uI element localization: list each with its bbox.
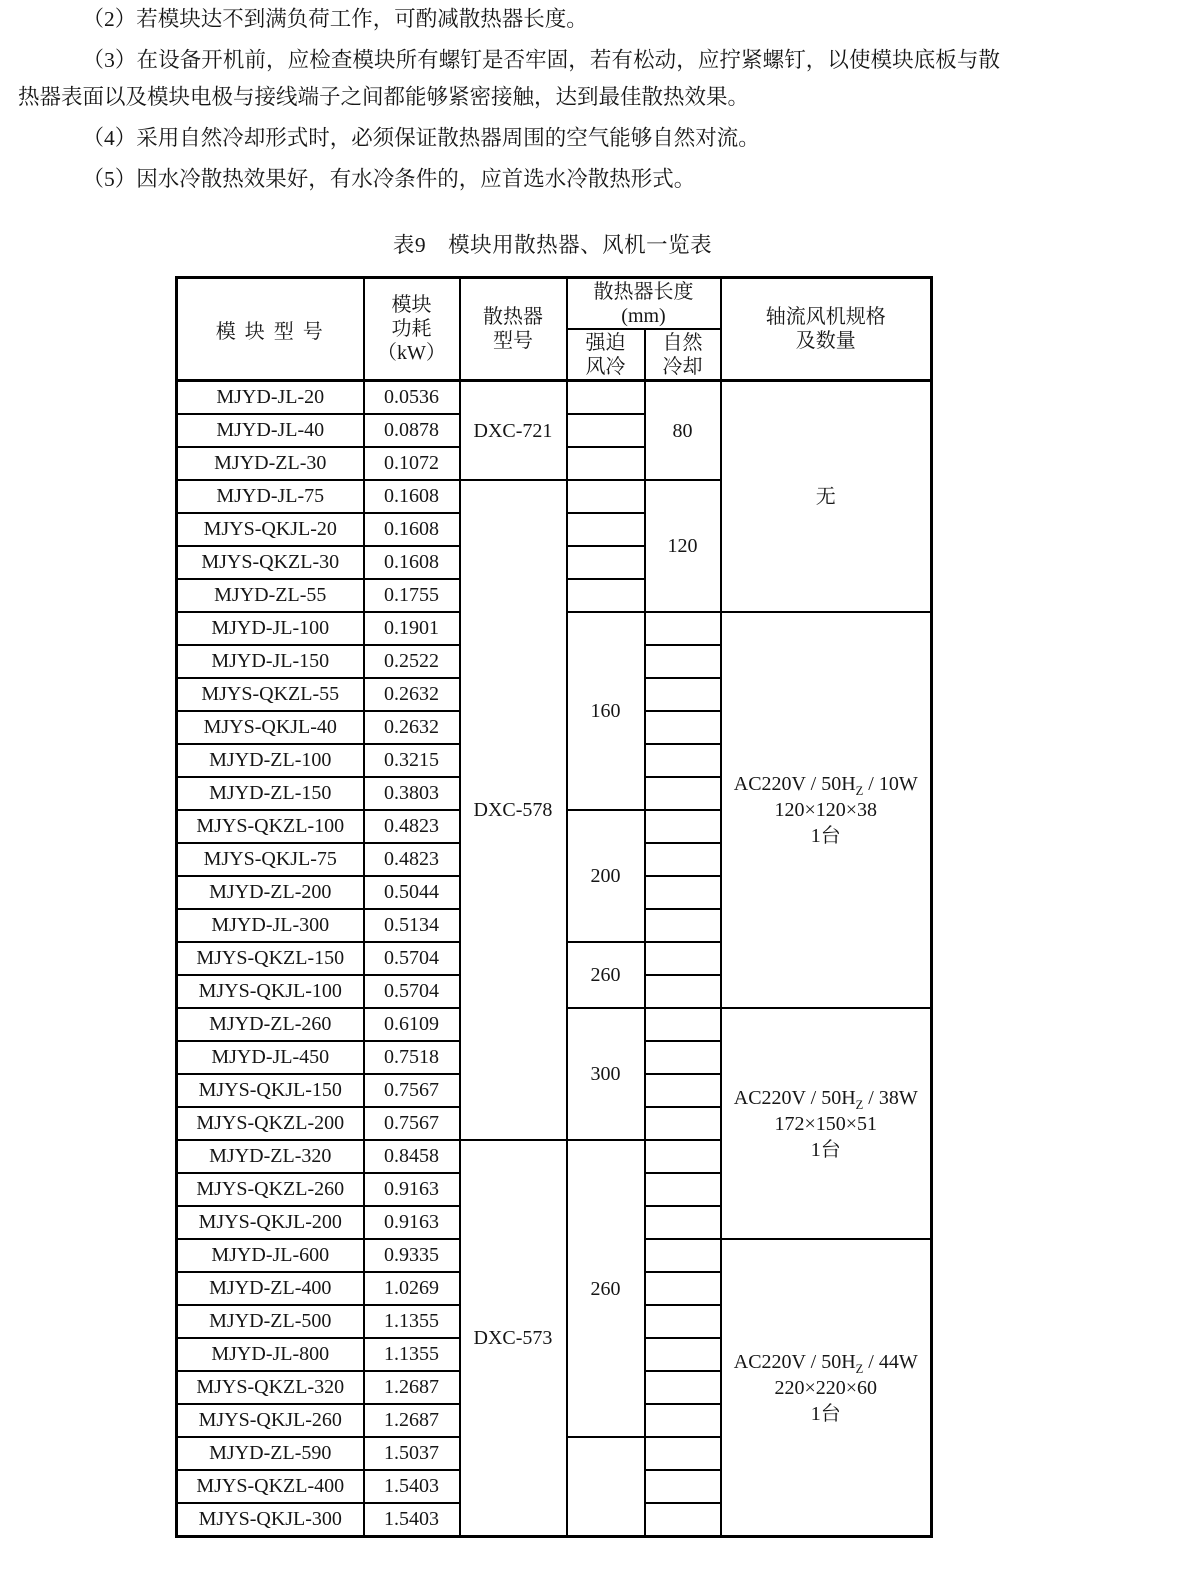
cell-line: 0.3215 <box>384 749 439 771</box>
cell-line: 无 <box>815 485 836 508</box>
natural-cooling-cell <box>645 810 721 843</box>
cell-line: MJYD-ZL-590 <box>209 1442 332 1464</box>
col-header-heatsink-model <box>460 278 567 381</box>
col-header-module-power <box>364 278 460 381</box>
cell-line: MJYS-QKZL-260 <box>196 1178 345 1200</box>
module-power-cell <box>364 447 460 480</box>
module-model-cell <box>177 1437 364 1470</box>
cell-line: 0.2632 <box>384 683 439 705</box>
module-power-cell <box>364 414 460 447</box>
module-model-cell <box>177 1206 364 1239</box>
cell-line: 0.6109 <box>384 1013 439 1035</box>
cell-line: 0.7567 <box>384 1112 439 1134</box>
col-header-heatsink-length <box>567 278 721 330</box>
module-model-cell <box>177 1041 364 1074</box>
cell-line: MJYS-QKJL-75 <box>203 848 337 870</box>
module-model-cell <box>177 1470 364 1503</box>
natural-cooling-cell <box>645 1140 721 1173</box>
module-model-cell <box>177 1371 364 1404</box>
cell-line: 0.9163 <box>384 1211 439 1233</box>
module-power-cell <box>364 1107 460 1140</box>
table-header <box>177 278 932 381</box>
cell-line: 0.3803 <box>384 782 439 804</box>
module-power-cell <box>364 645 460 678</box>
module-model-cell <box>177 480 364 513</box>
module-power-cell <box>364 1008 460 1041</box>
cell-line: 0.7567 <box>384 1079 439 1101</box>
forced-air-cell <box>567 579 645 612</box>
header-line: 模块 <box>391 294 432 316</box>
cell-line: 80 <box>672 419 693 442</box>
module-power-cell <box>364 744 460 777</box>
cell-line: MJYS-QKJL-300 <box>198 1508 342 1530</box>
module-model-cell <box>177 843 364 876</box>
cell-line: 200 <box>590 865 621 887</box>
forced-air-cell <box>567 447 645 480</box>
cell-line: $AC220V / 50H_Z / 38W$ <box>733 1086 918 1112</box>
module-power-cell <box>364 1206 460 1239</box>
cell-line: MJYS-QKZL-150 <box>196 947 345 969</box>
fan-spec-cell <box>721 381 932 613</box>
natural-cooling-cell <box>645 1272 721 1305</box>
heatsink-model-cell <box>460 381 567 481</box>
header-row-top <box>177 278 932 330</box>
module-model-cell <box>177 414 364 447</box>
module-power-cell <box>364 1503 460 1537</box>
module-model-cell <box>177 1404 364 1437</box>
fan-spec-cell <box>721 1239 932 1537</box>
cell-line: 1.5403 <box>384 1475 439 1497</box>
module-model-cell <box>177 1503 364 1537</box>
module-model-cell <box>177 513 364 546</box>
natural-cooling-cell <box>645 612 721 645</box>
paragraph: （5）因水冷散热效果好，有水冷条件的，应首选水冷散热形式。 <box>82 167 696 191</box>
cell-line: DXC-573 <box>473 1327 553 1349</box>
header-line: 散热器 <box>483 306 543 328</box>
cell-line: MJYD-ZL-500 <box>209 1310 332 1332</box>
cell-line: MJYS-QKZL-55 <box>201 683 340 705</box>
cell-line: MJYD-JL-300 <box>211 914 330 936</box>
col-header-fan-spec <box>721 278 932 381</box>
module-model-cell <box>177 546 364 579</box>
col-header-forced-air <box>567 329 645 381</box>
module-power-cell <box>364 1173 460 1206</box>
natural-cooling-cell <box>645 711 721 744</box>
module-model-cell <box>177 744 364 777</box>
module-model-cell <box>177 975 364 1008</box>
cell-line: 0.4823 <box>384 815 439 837</box>
module-power-cell <box>364 1338 460 1371</box>
forced-air-cell <box>567 612 645 810</box>
natural-cooling-cell <box>645 1404 721 1437</box>
cell-line: 0.1608 <box>384 518 439 540</box>
cell-line: DXC-578 <box>473 799 553 821</box>
cell-line: MJYD-ZL-200 <box>209 881 332 903</box>
module-model-cell <box>177 909 364 942</box>
module-power-cell <box>364 678 460 711</box>
module-model-cell <box>177 711 364 744</box>
cell-line: MJYS-QKJL-260 <box>198 1409 342 1431</box>
module-power-cell <box>364 777 460 810</box>
header-line: 功耗 <box>391 318 432 340</box>
cell-line: MJYS-QKZL-100 <box>196 815 345 837</box>
natural-cooling-cell <box>645 909 721 942</box>
module-power-cell <box>364 975 460 1008</box>
cell-line: 0.5134 <box>384 914 439 936</box>
cell-line: MJYS-QKZL-30 <box>201 551 340 573</box>
cell-line: 1.1355 <box>384 1310 439 1332</box>
module-power-cell <box>364 1239 460 1272</box>
natural-cooling-cell <box>645 1074 721 1107</box>
cell-line: 120×120×38 <box>774 799 878 821</box>
module-power-cell <box>364 1074 460 1107</box>
module-power-cell <box>364 1404 460 1437</box>
cell-line: 0.0536 <box>384 386 439 408</box>
natural-cooling-cell <box>645 1206 721 1239</box>
module-model-cell <box>177 777 364 810</box>
module-model-cell <box>177 1008 364 1041</box>
cell-line: 0.1901 <box>384 617 439 639</box>
forced-air-cell <box>567 1437 645 1537</box>
natural-cooling-cell <box>645 744 721 777</box>
natural-cooling-cell <box>645 1239 721 1272</box>
header-line: (mm) <box>621 304 666 327</box>
cell-line: MJYD-ZL-150 <box>209 782 332 804</box>
header-line: 风冷 <box>585 355 626 378</box>
cell-line: MJYS-QKZL-320 <box>196 1376 345 1398</box>
cell-line: MJYD-JL-100 <box>211 617 330 639</box>
cell-line: MJYD-JL-150 <box>211 650 330 672</box>
cell-line: 1.0269 <box>384 1277 439 1299</box>
forced-air-cell <box>567 1140 645 1437</box>
cell-line: 1.1355 <box>384 1343 439 1365</box>
natural-cooling-cell <box>645 975 721 1008</box>
module-model-cell <box>177 1272 364 1305</box>
cell-line: 1.5403 <box>384 1508 439 1530</box>
forced-air-cell <box>567 480 645 513</box>
cell-line: MJYD-ZL-400 <box>209 1277 332 1299</box>
cell-line: 0.4823 <box>384 848 439 870</box>
cell-line: DXC-721 <box>473 419 553 442</box>
cell-line: MJYS-QKJL-150 <box>198 1079 342 1101</box>
natural-cooling-cell <box>645 678 721 711</box>
module-model-cell <box>177 1338 364 1371</box>
header-line: 自然 <box>662 331 703 354</box>
cell-line: MJYD-JL-450 <box>211 1046 330 1068</box>
natural-cooling-cell <box>645 1107 721 1140</box>
cell-line: 300 <box>590 1063 621 1085</box>
module-power-cell <box>364 711 460 744</box>
cell-line: MJYD-ZL-30 <box>214 452 327 474</box>
module-model-cell <box>177 942 364 975</box>
table-body <box>177 381 932 1537</box>
natural-cooling-cell <box>645 777 721 810</box>
cell-line: MJYD-ZL-100 <box>209 749 332 771</box>
module-model-cell <box>177 645 364 678</box>
cell-line: MJYS-QKJL-100 <box>198 980 342 1002</box>
cell-line: 0.5704 <box>384 947 439 969</box>
natural-cooling-cell <box>645 1503 721 1537</box>
cell-line: MJYD-JL-40 <box>216 419 325 441</box>
fan-spec-cell <box>721 1008 932 1239</box>
cell-line: MJYD-ZL-260 <box>209 1013 332 1035</box>
module-model-cell <box>177 810 364 843</box>
module-model-cell <box>177 1074 364 1107</box>
header-line: 强迫 <box>585 331 626 354</box>
module-power-cell <box>364 1041 460 1074</box>
forced-air-cell <box>567 1008 645 1140</box>
module-model-cell <box>177 1239 364 1272</box>
cell-line: 120 <box>667 535 698 557</box>
cell-line: MJYS-QKJL-40 <box>203 716 337 738</box>
cell-line: 1.2687 <box>384 1376 439 1398</box>
cell-line: 0.9163 <box>384 1178 439 1200</box>
module-model-cell <box>177 612 364 645</box>
module-model-cell <box>177 381 364 415</box>
module-power-cell <box>364 513 460 546</box>
natural-cooling-cell <box>645 1437 721 1470</box>
cell-line: 0.0878 <box>384 419 439 441</box>
cell-line: $AC220V / 50H_Z / 44W$ <box>733 1350 918 1376</box>
cell-line: 0.1755 <box>384 584 439 606</box>
header-line: 散热器长度 <box>593 280 694 303</box>
cell-line: MJYD-JL-600 <box>211 1244 330 1266</box>
module-power-cell <box>364 1305 460 1338</box>
paragraph: （3）在设备开机前，应检查模块所有螺钉是否牢固，若有松动，应拧紧螺钉，以使模块底板与散热器表面以及模块电极与接线端子之间都能够紧密接触，达到最佳散热效果。 <box>18 48 1000 109</box>
cell-line: 0.5044 <box>384 881 439 903</box>
notes-block <box>0 0 1000 198</box>
cell-line: 0.9335 <box>384 1244 439 1266</box>
cell-line: MJYS-QKZL-200 <box>196 1112 345 1134</box>
module-power-cell <box>364 1437 460 1470</box>
cell-line: 172×150×51 <box>774 1112 878 1135</box>
cell-line: 160 <box>590 700 621 722</box>
natural-cooling-cell <box>645 1338 721 1371</box>
forced-air-cell <box>567 513 645 546</box>
cell-line: MJYS-QKJL-200 <box>198 1211 342 1233</box>
cell-line: MJYD-JL-20 <box>216 386 325 408</box>
heatsink-fan-table <box>175 276 933 1538</box>
col-header-module-model: 模 块 型 号 <box>177 278 364 381</box>
module-model-cell <box>177 1173 364 1206</box>
cell-line: 0.7518 <box>384 1046 439 1068</box>
cell-line: MJYS-QKZL-400 <box>196 1475 345 1497</box>
cell-line: 0.2522 <box>384 650 439 672</box>
table-title: 表9 模块用散热器、风机一览表 <box>392 233 713 257</box>
natural-cooling-cell <box>645 1305 721 1338</box>
header-line: 及数量 <box>795 330 856 352</box>
module-model-cell <box>177 579 364 612</box>
natural-cooling-cell <box>645 1470 721 1503</box>
natural-cooling-cell <box>645 876 721 909</box>
cell-line: MJYD-JL-800 <box>211 1343 330 1365</box>
header-line: 冷却 <box>662 355 703 378</box>
natural-cooling-cell <box>645 1008 721 1041</box>
forced-air-cell <box>567 414 645 447</box>
cell-line: 220×220×60 <box>774 1376 878 1399</box>
paragraph: （2）若模块达不到满负荷工作，可酌减散热器长度。 <box>82 7 588 31</box>
cell-line: 0.1608 <box>384 485 439 507</box>
module-model-cell <box>177 1140 364 1173</box>
cell-line: 1台 <box>810 825 841 847</box>
cell-line: 0.1072 <box>384 452 439 474</box>
module-power-cell <box>364 1470 460 1503</box>
module-model-cell <box>177 1107 364 1140</box>
cell-line: 260 <box>590 964 621 986</box>
header-line: 型号 <box>493 330 533 352</box>
forced-air-cell <box>567 546 645 579</box>
heatsink-model-cell <box>460 1140 567 1537</box>
cell-line: MJYS-QKJL-20 <box>203 518 337 540</box>
module-power-cell <box>364 381 460 415</box>
heatsink-model-cell <box>460 480 567 1140</box>
forced-air-cell <box>567 810 645 942</box>
natural-cooling-cell <box>645 480 721 612</box>
module-power-cell <box>364 843 460 876</box>
module-power-cell <box>364 909 460 942</box>
module-power-cell <box>364 942 460 975</box>
cell-line: MJYD-JL-75 <box>216 485 325 507</box>
module-model-cell <box>177 1305 364 1338</box>
forced-air-cell <box>567 381 645 415</box>
fan-spec-cell <box>721 612 932 1008</box>
cell-line: MJYD-ZL-55 <box>214 584 327 606</box>
cell-line: 1台 <box>810 1138 841 1161</box>
header-line: 轴流风机规格 <box>765 306 886 328</box>
module-power-cell <box>364 612 460 645</box>
cell-line: 0.1608 <box>384 551 439 573</box>
module-model-cell <box>177 447 364 480</box>
module-power-cell <box>364 579 460 612</box>
header-line: （kW） <box>377 342 446 364</box>
table-row <box>177 381 932 415</box>
module-power-cell <box>364 810 460 843</box>
module-model-cell <box>177 876 364 909</box>
natural-cooling-cell <box>645 1173 721 1206</box>
cell-line: 1.5037 <box>384 1442 439 1464</box>
cell-line: 260 <box>590 1277 621 1300</box>
module-power-cell <box>364 876 460 909</box>
forced-air-cell <box>567 942 645 1008</box>
paragraph: （4）采用自然冷却形式时，必须保证散热器周围的空气能够自然对流。 <box>82 126 760 150</box>
cell-line: 0.5704 <box>384 980 439 1002</box>
cell-line: 0.8458 <box>384 1145 439 1167</box>
cell-line: 1台 <box>810 1402 841 1425</box>
cell-line: 0.2632 <box>384 716 439 738</box>
cell-line: MJYD-ZL-320 <box>209 1145 332 1167</box>
module-power-cell <box>364 480 460 513</box>
cell-line: $AC220V / 50H_Z / 10W$ <box>733 773 918 798</box>
natural-cooling-cell <box>645 1041 721 1074</box>
module-power-cell <box>364 1272 460 1305</box>
module-model-cell <box>177 678 364 711</box>
col-header-natural-cooling <box>645 329 721 381</box>
natural-cooling-cell <box>645 1371 721 1404</box>
cell-line: 1.2687 <box>384 1409 439 1431</box>
module-power-cell <box>364 546 460 579</box>
natural-cooling-cell <box>645 843 721 876</box>
natural-cooling-cell <box>645 942 721 975</box>
module-power-cell <box>364 1371 460 1404</box>
module-power-cell <box>364 1140 460 1173</box>
natural-cooling-cell <box>645 645 721 678</box>
natural-cooling-cell <box>645 381 721 481</box>
